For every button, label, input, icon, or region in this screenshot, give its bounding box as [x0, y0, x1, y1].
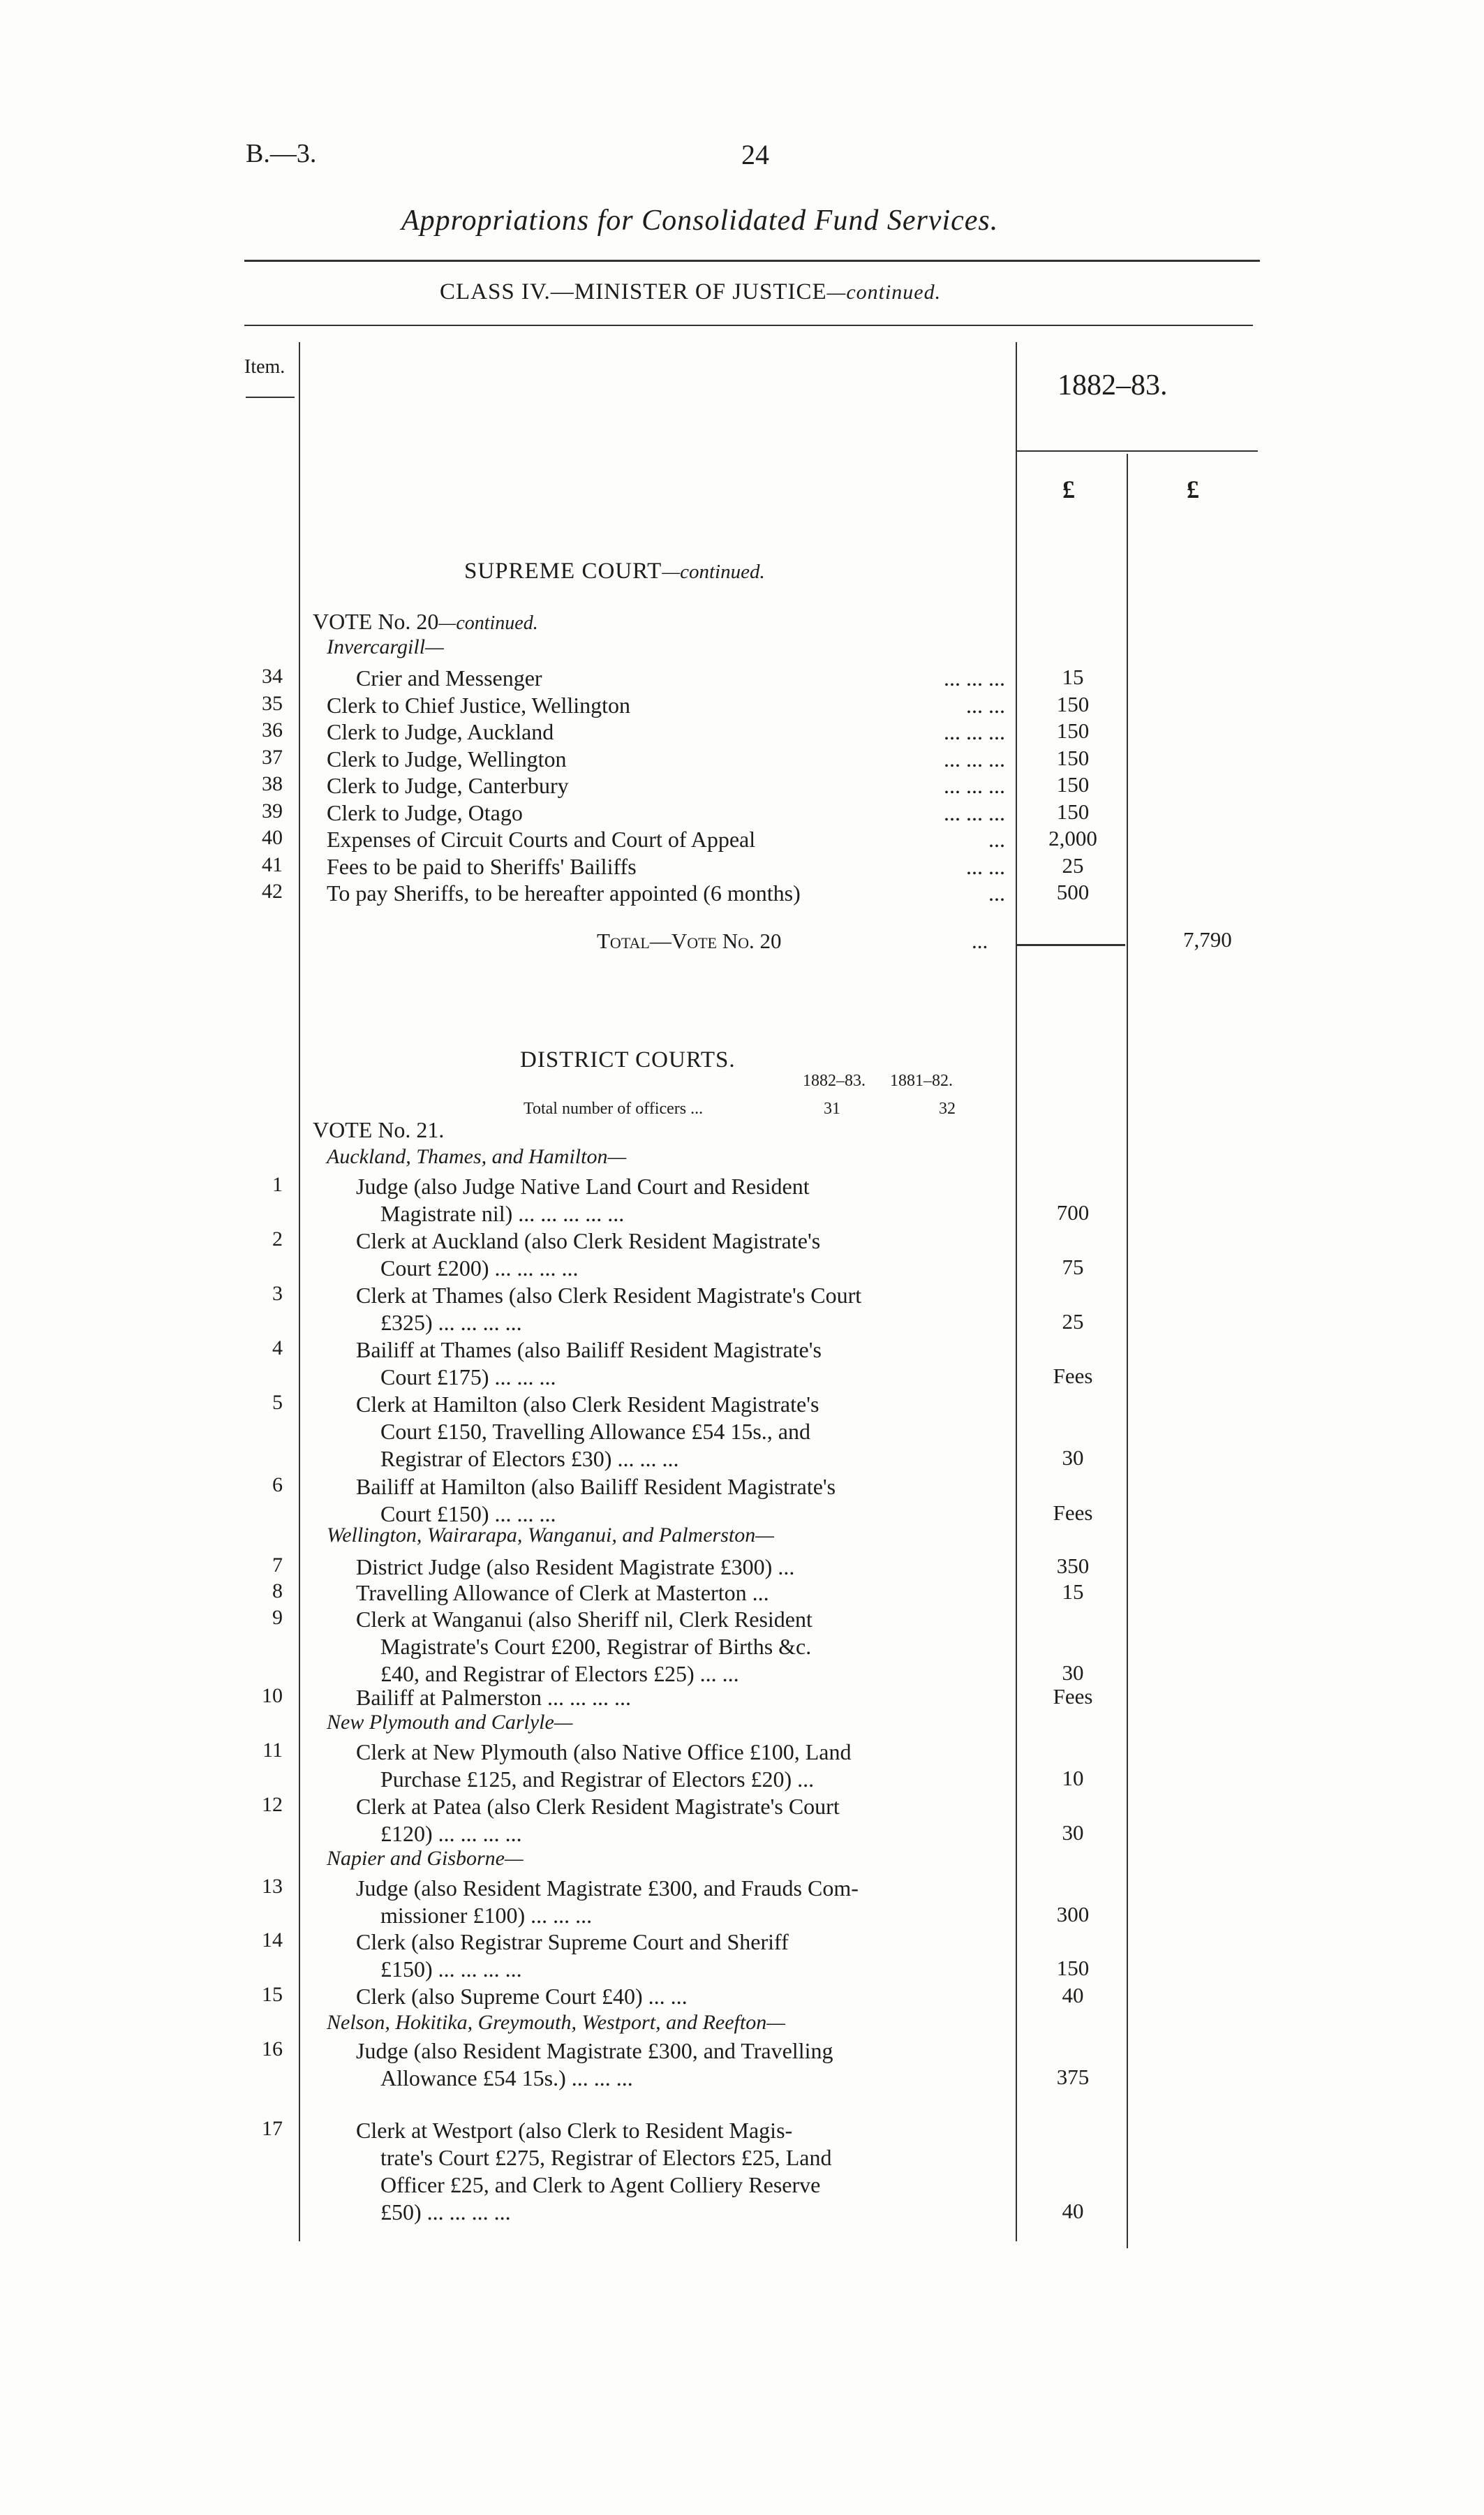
item-amount: 700 — [1056, 1200, 1090, 1225]
item-amount: Fees — [1053, 1684, 1093, 1709]
vote-20-total-amount: 7,790 — [1183, 927, 1232, 952]
item-number: 4 — [272, 1336, 283, 1359]
item-number: 38 — [262, 772, 283, 795]
item-amount: Fees — [1053, 1500, 1093, 1525]
total-officers-1881: 32 — [939, 1100, 956, 1118]
total-officers-1882: 31 — [824, 1100, 840, 1118]
document-reference: B.—3. — [246, 139, 317, 168]
item-number: 41 — [262, 853, 283, 876]
item-description-line: Clerk at Auckland (also Clerk Resident Magistrate's — [356, 1228, 821, 1253]
vote-20-total-label: Total—Vote No. 20 — [597, 929, 782, 953]
item-amount: 25 — [1062, 1309, 1084, 1334]
item-number: 5 — [272, 1391, 283, 1414]
item-description-line: £50) ... ... ... ... — [380, 2199, 511, 2225]
item-amount: 30 — [1062, 1660, 1084, 1685]
subheading-nelson: Nelson, Hokitika, Greymouth, Westport, and Reefton— — [327, 2011, 785, 2034]
item-number: 39 — [262, 799, 283, 823]
item-amount: 15 — [1062, 1579, 1084, 1604]
class-rule — [244, 325, 1253, 326]
item-amount: 150 — [1056, 799, 1090, 824]
vote-21-heading: VOTE No. 21. — [313, 1117, 445, 1142]
supreme-court-heading-text: SUPREME COURT — [464, 559, 662, 584]
total-officers-label: Total number of officers ... — [524, 1100, 704, 1118]
item-description-line: Court £175) ... ... ... — [380, 1364, 556, 1389]
item-description-line: Judge (also Resident Magistrate £300, and Frauds Com- — [356, 1875, 859, 1901]
item-number: 11 — [262, 1739, 283, 1762]
page-title: Appropriations for Consolidated Fund Services. — [401, 205, 999, 237]
item-amount: 15 — [1062, 665, 1084, 689]
item-amount: 75 — [1062, 1255, 1084, 1279]
item-column-divider — [299, 342, 300, 2241]
item-description-line: £150) ... ... ... ... — [380, 1956, 522, 1982]
subheading-napier: Napier and Gisborne— — [327, 1847, 524, 1870]
item-description-line: Bailiff at Thames (also Bailiff Resident Magistrate's — [356, 1337, 822, 1362]
title-rule — [244, 260, 1260, 262]
item-description: Expenses of Circuit Courts and Court of Appeal — [327, 827, 756, 852]
item-description-line: Allowance £54 15s.) ... ... ... — [380, 2065, 633, 2090]
page-number: 24 — [741, 139, 769, 170]
item-description: Clerk to Judge, Canterbury — [327, 773, 569, 798]
item-amount: 150 — [1056, 1956, 1090, 1980]
item-number: 37 — [262, 746, 283, 769]
item-amount: 150 — [1056, 772, 1090, 797]
leader-dots: ... ... ... — [944, 665, 1005, 691]
item-number: 2 — [272, 1227, 283, 1251]
item-number: 42 — [262, 880, 283, 903]
item-number: 40 — [262, 826, 283, 849]
class-heading — [440, 279, 941, 305]
vote-20-heading-text: VOTE No. 20 — [313, 609, 439, 634]
item-description-line: Magistrate nil) ... ... ... ... ... — [380, 1201, 625, 1226]
item-description-line: Clerk (also Registrar Supreme Court and Sheriff — [356, 1929, 789, 1954]
item-number: 7 — [272, 1554, 283, 1577]
item-amount: 375 — [1056, 2065, 1090, 2089]
subheading-auckland: Auckland, Thames, and Hamilton— — [327, 1145, 627, 1168]
item-description-line: Judge (also Judge Native Land Court and Resident — [356, 1174, 810, 1199]
item-number: 13 — [262, 1875, 283, 1898]
leader-dots: ... ... ... — [944, 773, 1005, 798]
item-amount: 30 — [1062, 1445, 1084, 1470]
item-amount: 30 — [1062, 1820, 1084, 1845]
item-description: Clerk to Judge, Otago — [327, 800, 523, 825]
leader-dots: ... ... ... — [944, 719, 1005, 744]
item-amount: Fees — [1053, 1364, 1093, 1388]
item-description-line: Magistrate's Court £200, Registrar of Births &c. — [380, 1634, 812, 1659]
supreme-court-heading-continued: —continued. — [662, 561, 765, 583]
item-amount: 150 — [1056, 692, 1090, 716]
leader-dots: ... ... ... — [944, 800, 1005, 825]
leader-dots: ... ... — [966, 693, 1005, 718]
item-header-underline — [246, 397, 295, 398]
item-description: To pay Sheriffs, to be hereafter appointed (6 months) — [327, 880, 801, 906]
item-description-line: Clerk at Patea (also Clerk Resident Magistrate's Court — [356, 1794, 840, 1819]
item-description-line: Clerk at Hamilton (also Clerk Resident Magistrate's — [356, 1392, 819, 1417]
item-number: 16 — [262, 2037, 283, 2060]
item-amount: 2,000 — [1048, 826, 1097, 850]
item-description: Fees to be paid to Sheriffs' Bailiffs — [327, 854, 637, 879]
item-amount: 40 — [1062, 2199, 1084, 2223]
item-amount: 350 — [1056, 1554, 1090, 1578]
item-description-line: £40, and Registrar of Electors £25) ... ... — [380, 1661, 739, 1686]
item-description: Clerk to Chief Justice, Wellington — [327, 693, 630, 718]
subheading-wellington: Wellington, Wairarapa, Wanganui, and Palmerston— — [327, 1524, 774, 1547]
vote-20-heading-continued: —continued. — [438, 612, 538, 634]
item-description-line: £120) ... ... ... ... — [380, 1821, 522, 1846]
item-description-line: Court £150) ... ... ... — [380, 1501, 556, 1526]
item-description-line: District Judge (also Resident Magistrate £300) ... — [356, 1554, 795, 1579]
item-description-line: Bailiff at Hamilton (also Bailiff Resident Magistrate's — [356, 1474, 836, 1499]
item-description: Clerk to Judge, Auckland — [327, 719, 554, 744]
item-description-line: Clerk at Wanganui (also Sheriff nil, Clerk Resident — [356, 1607, 813, 1632]
vote-20-heading — [313, 609, 538, 635]
item-description-line: Court £200) ... ... ... ... — [380, 1255, 579, 1281]
item-description-line: Clerk at Westport (also Clerk to Resident Magis- — [356, 2118, 793, 2143]
item-amount: 500 — [1056, 880, 1090, 904]
district-col-1881-header: 1881–82. — [890, 1072, 953, 1090]
item-description-line: missioner £100) ... ... ... — [380, 1903, 593, 1928]
item-number: 8 — [272, 1579, 283, 1602]
leader-dots: ... — [988, 880, 1005, 906]
item-description-line: Clerk (also Supreme Court £40) ... ... — [356, 1984, 688, 2009]
item-description-line: Travelling Allowance of Clerk at Masterton ... — [356, 1580, 769, 1605]
year-column-header: 1882–83. — [1058, 369, 1168, 401]
item-description: Crier and Messenger — [356, 665, 542, 691]
item-amount: 40 — [1062, 1983, 1084, 2007]
item-number: 10 — [262, 1684, 283, 1707]
leader-dots: ... ... — [966, 854, 1005, 879]
item-number: 34 — [262, 665, 283, 688]
item-description-line: Clerk at New Plymouth (also Native Office £100, Land — [356, 1739, 852, 1764]
item-number: 35 — [262, 692, 283, 715]
item-description-line: Court £150, Travelling Allowance £54 15s., and — [380, 1419, 810, 1444]
item-column-header: Item. — [244, 356, 285, 378]
item-description-line: Bailiff at Palmerston ... ... ... ... — [356, 1685, 632, 1710]
item-amount: 150 — [1056, 718, 1090, 743]
item-description-line: Registrar of Electors £30) ... ... ... — [380, 1446, 679, 1471]
item-description-line: Judge (also Resident Magistrate £300, and Travelling — [356, 2038, 833, 2063]
item-description-line: £325) ... ... ... ... — [380, 1310, 522, 1335]
item-number: 6 — [272, 1473, 283, 1496]
item-number: 3 — [272, 1282, 283, 1305]
subheading-new-plymouth: New Plymouth and Carlyle— — [327, 1711, 573, 1734]
supreme-court-heading — [464, 559, 765, 584]
item-amount: 10 — [1062, 1766, 1084, 1790]
district-col-1882-header: 1882–83. — [803, 1072, 866, 1090]
item-number: 1 — [272, 1173, 283, 1196]
year-header-rule — [1017, 450, 1258, 452]
item-description-line: Officer £25, and Clerk to Agent Colliery Reserve — [380, 2172, 821, 2197]
leader-dots: ... — [988, 827, 1005, 852]
item-description: Clerk to Judge, Wellington — [327, 746, 567, 772]
invercargill-subheading: Invercargill— — [327, 635, 444, 658]
item-number: 9 — [272, 1606, 283, 1629]
pound-header-2: £ — [1187, 475, 1199, 503]
item-description-line: trate's Court £275, Registrar of Electors £25, Land — [380, 2145, 832, 2170]
item-number: 36 — [262, 718, 283, 742]
item-description-line: Purchase £125, and Registrar of Electors £20) ... — [380, 1767, 815, 1792]
class-heading-continued: —continued. — [826, 281, 942, 304]
item-number: 17 — [262, 2117, 283, 2140]
item-amount: 150 — [1056, 746, 1090, 770]
class-heading-text: CLASS IV.—MINISTER OF JUSTICE — [440, 279, 827, 304]
item-amount: 300 — [1056, 1902, 1090, 1926]
leader-dots: ... ... ... — [944, 746, 1005, 772]
item-description-line: Clerk at Thames (also Clerk Resident Magistrate's Court — [356, 1283, 862, 1308]
vote-20-total-rule — [1017, 944, 1125, 946]
item-number: 15 — [262, 1983, 283, 2006]
item-number: 12 — [262, 1793, 283, 1816]
district-courts-heading: DISTRICT COURTS. — [520, 1047, 736, 1072]
item-amount: 25 — [1062, 853, 1084, 878]
item-number: 14 — [262, 1928, 283, 1952]
vote-20-total-dots: ... — [972, 929, 988, 953]
pound-header-1: £ — [1062, 475, 1075, 503]
